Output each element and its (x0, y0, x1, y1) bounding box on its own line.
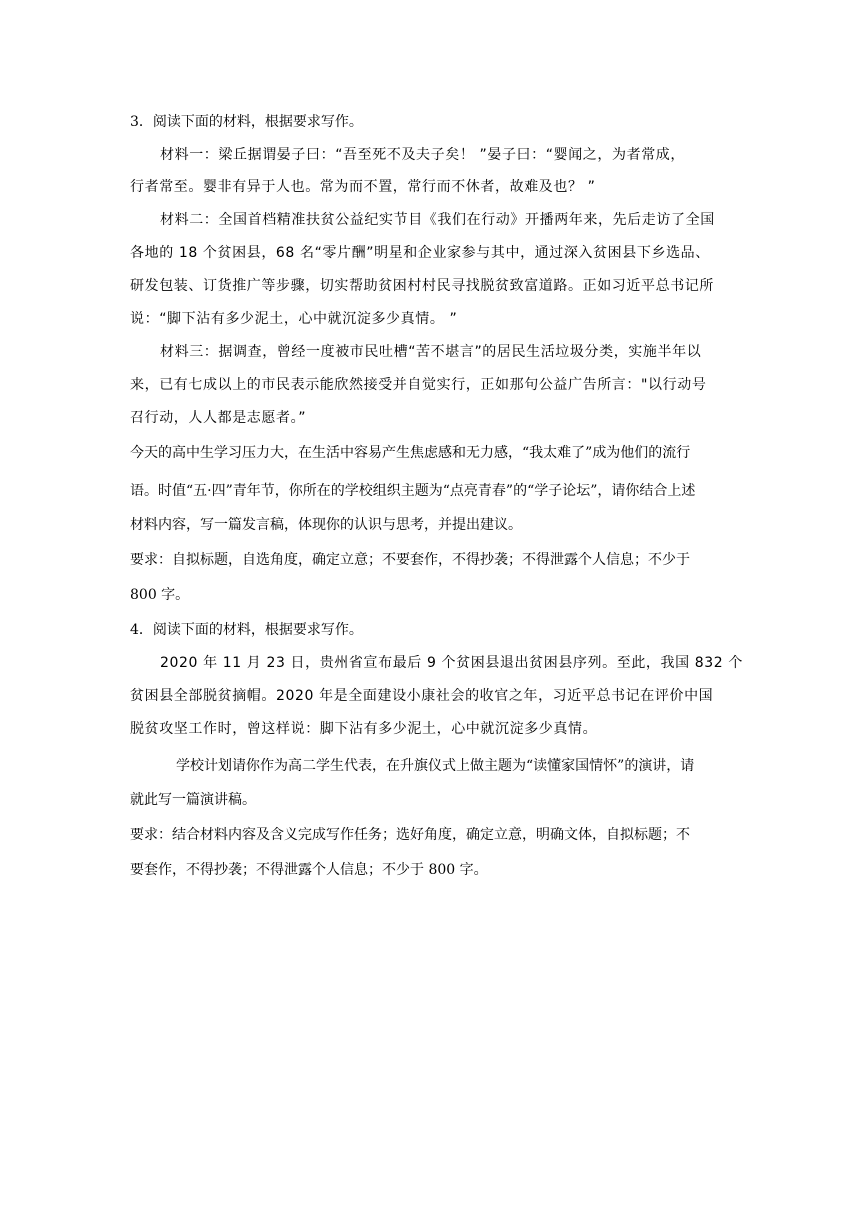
q4-paragraph2-line2: 就此写一篇演讲稿。 (130, 792, 256, 808)
q4-paragraph1-line3: 脱贫攻坚工作时，曾这样说：脚下沾有多少泥土，心中就沉淀多少真情。 (130, 721, 598, 737)
q4-paragraph1-line2: 贫困县全部脱贫摘帽。2020 年是全面建设小康社会的收官之年，习近平总书记在评价中国 (130, 688, 714, 704)
q4-requirement-line1: 要求：结合材料内容及含义完成写作任务；选好角度，确定立意，明确文体，自拟标题；不 (130, 827, 690, 843)
q3-material1-line2: 行者常至。婴非有异于人也。常为而不置，常行而不休者，故难及也？ ” (130, 179, 596, 195)
q4-heading: 4．阅读下面的材料，根据要求写作。 (130, 622, 363, 638)
q3-task-line2: 语。时值“五·四”青年节，你所在的学校组织主题为“点亮青春”的“学子论坛”，请你结合上述 (130, 483, 696, 499)
q3-material2-line1: 材料二：全国首档精准扶贫公益纪实节目《我们在行动》开播两年来，先后走访了全国 (160, 212, 715, 228)
q3-material2-line2: 各地的 18 个贫困县，68 名“零片酬”明星和企业家参与其中，通过深入贫困县下乡选品、 (130, 245, 710, 261)
q3-requirement-line2: 800 字。 (130, 587, 190, 603)
q3-material3-line1: 材料三：据调查，曾经一度被市民吐槽“苦不堪言”的居民生活垃圾分类，实施半年以 (160, 344, 702, 360)
q3-heading: 3．阅读下面的材料，根据要求写作。 (130, 114, 363, 130)
q4-paragraph2-line1: 学校计划请你作为高二学生代表，在升旗仪式上做主题为“读懂家国情怀”的演讲，请 (176, 758, 695, 774)
q3-task-line3: 材料内容，写一篇发言稿，体现你的认识与思考，并提出建议。 (130, 517, 522, 533)
q3-requirement-line1: 要求：自拟标题，自选角度，确定立意；不要套作，不得抄袭；不得泄露个人信息；不少于 (130, 552, 690, 568)
q4-paragraph1-line1: 2020 年 11 月 23 日，贵州省宣布最后 9 个贫困县退出贫困县序列。至此，我国 832 个 (160, 655, 743, 671)
q3-task-line1: 今天的高中生学习压力大，在生活中容易产生焦虑感和无力感，“我太难了”成为他们的流行 (130, 445, 691, 461)
q3-material3-line2: 来，已有七成以上的市民表示能欣然接受并自觉实行，正如那句公益广告所言："以行动号 (130, 377, 707, 393)
q3-material2-line4: 说：“脚下沾有多少泥土，心中就沉淀多少真情。 ” (130, 311, 458, 327)
q3-material3-line3: 召行动，人人都是志愿者。” (130, 410, 307, 426)
q3-material1-line1: 材料一：梁丘据谓晏子曰：“吾至死不及夫子矣！ ”晏子曰：“婴闻之，为者常成， (160, 147, 686, 163)
q3-material2-line3: 研发包装、订货推广等步骤，切实帮助贫困村村民寻找脱贫致富道路。正如习近平总书记所 (130, 278, 714, 294)
q4-requirement-line2: 要套作，不得抄袭；不得泄露个人信息；不少于 800 字。 (130, 862, 488, 878)
